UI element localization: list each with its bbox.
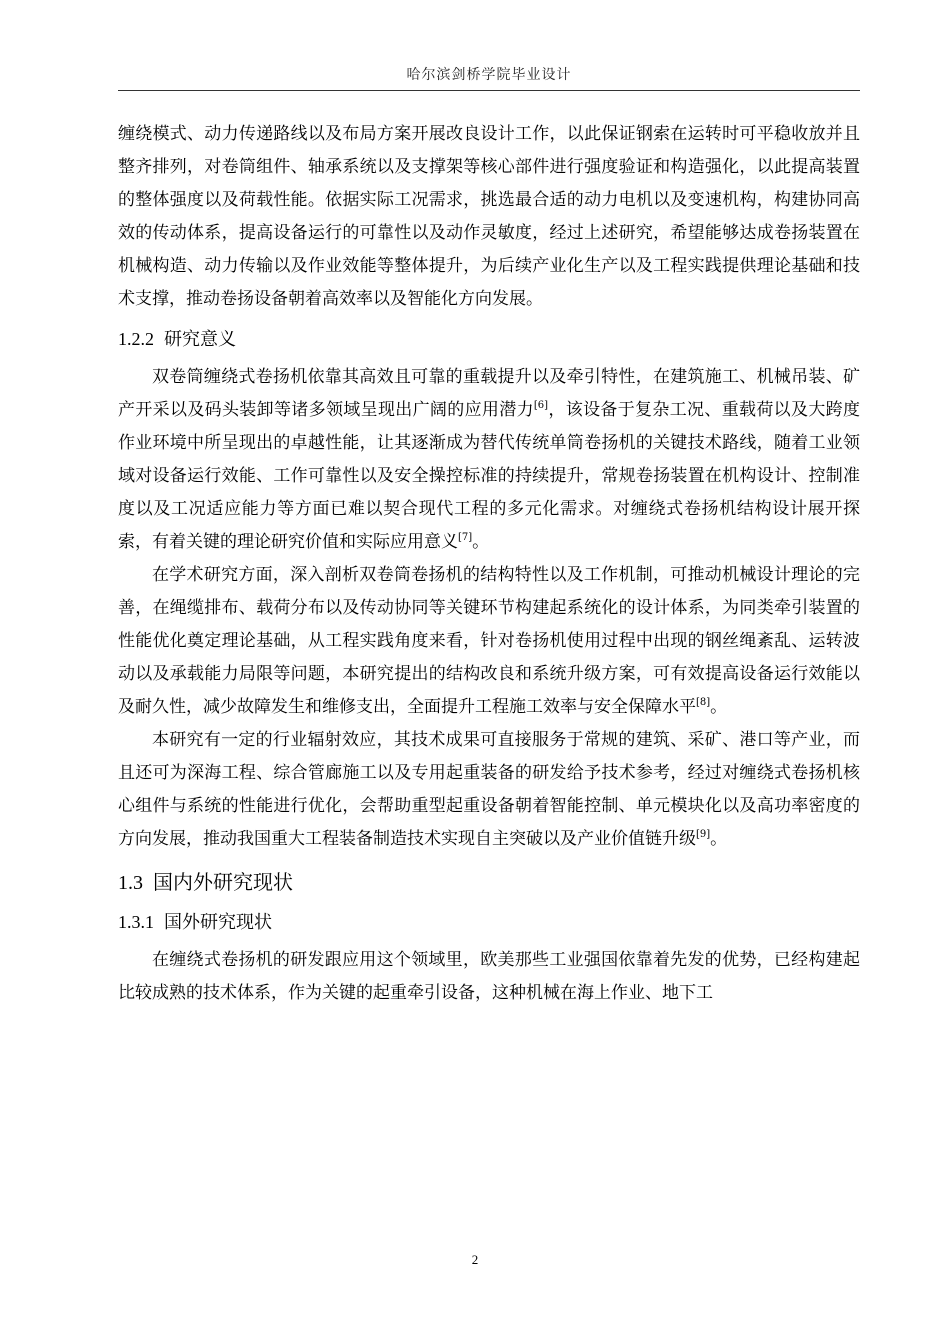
citation-8: [8] xyxy=(696,697,711,708)
page-body xyxy=(118,118,860,1010)
section-number: 1.3.1 xyxy=(118,912,154,932)
citation-6: [6] xyxy=(533,400,549,411)
section-title: 国内外研究现状 xyxy=(153,870,293,894)
paragraph-significance-1 xyxy=(118,361,860,559)
paragraph-intro-continued: 缠绕模式、动力传递路线以及布局方案开展改良设计工作，以此保证钢索在运转时可平稳收放并且整齐排列，对卷筒组件、轴承系统以及支撑架等核心部件进行强度验证和构造强化，以此提高装置的整体强度以及荷载性能。依据实际工况需求，挑选最合适的动力电机以及变速机构，构建协同高效的传动体系，提高设备运行的可靠性以及动作灵敏度，经过上述研究，希望能够达成卷扬装置在机械构造、动力传输以及作业效能等整体提升，为后续产业化生产以及工程实践提供理论基础和技术支撑，推动卷扬设备朝着高效率以及智能化方向发展。 xyxy=(118,124,860,309)
page-number: 2 xyxy=(471,1252,479,1267)
text-run: ，该设备于复杂工况、重载荷以及大跨度作业环境中所呈现出的卓越性能，让其逐渐成为替代传统单筒卷扬机的关键技术路线，随着工业领域对设备运行效能、工作可靠性以及安全操控标准的持续提升，常规卷扬装置在机构设计、控制准度以及工况适应能力等方面已难以契合现代工程的多元化需求。对缠绕式卷扬机结构设计展开探索，有着关键的理论研究价值和实际应用意义 xyxy=(118,400,861,552)
text-run: 在学术研究方面，深入剖析双卷筒卷扬机的结构特性以及工作机制，可推动机械设计理论的完善，在绳缆排布、载荷分布以及传动协同等关键环节构建起系统化的设计体系，为同类牵引装置的性能优化奠定理论基础，从工程实践角度来看，针对卷扬机使用过程中出现的钢丝绳紊乱、运转波动以及承载能力局限等问题，本研究提出的结构改良和系统升级方案，可有效提高设备运行效能以及耐久性，减少故障发生和维修支出，全面提升工程施工效率与安全保障水平 xyxy=(118,565,860,717)
citation-7: [7] xyxy=(458,532,473,543)
text-run: 本研究有一定的行业辐射效应，其技术成果可直接服务于常规的建筑、采矿、港口等产业，而且还可为深海工程、综合管廊施工以及专用起重装备的研发给予技术参考，经过对缠绕式卷扬机核心组件与系统的性能进行优化，会帮助重型起重设备朝着智能控制、单元模块化以及高功率密度的方向发展，推动我国重大工程装备制造技术实现自主突破以及产业价值链升级 xyxy=(118,730,860,849)
section-title: 研究意义 xyxy=(164,329,236,350)
section-title: 国外研究现状 xyxy=(164,912,272,933)
section-heading-1-3 xyxy=(118,866,860,899)
text-run: 。 xyxy=(710,829,728,849)
citation-9: [9] xyxy=(696,829,711,840)
paragraph-significance-3 xyxy=(118,724,860,856)
running-header: 哈尔滨剑桥学院毕业设计 xyxy=(118,64,860,91)
text-run: 。 xyxy=(710,697,728,717)
text-run: 双卷筒缠绕式卷扬机依靠其高效且可靠的重载提升以及牵引特性，在建筑施工、机械吊装、矿产开采以及码头装卸等诸多领域呈现出广阔的应用潜力 xyxy=(118,367,860,420)
section-number: 1.3 xyxy=(118,872,143,894)
paragraph-foreign-research: 在缠绕式卷扬机的研发跟应用这个领域里，欧美那些工业强国依靠着先发的优势，已经构建起比较成熟的技术体系，作为关键的起重牵引设备，这种机械在海上作业、地下工 xyxy=(118,950,860,1003)
text-run: 。 xyxy=(472,532,490,552)
section-heading-1-2-2 xyxy=(118,324,860,355)
section-number: 1.2.2 xyxy=(118,329,154,349)
paragraph-significance-2 xyxy=(118,559,860,724)
section-heading-1-3-1 xyxy=(118,907,860,938)
